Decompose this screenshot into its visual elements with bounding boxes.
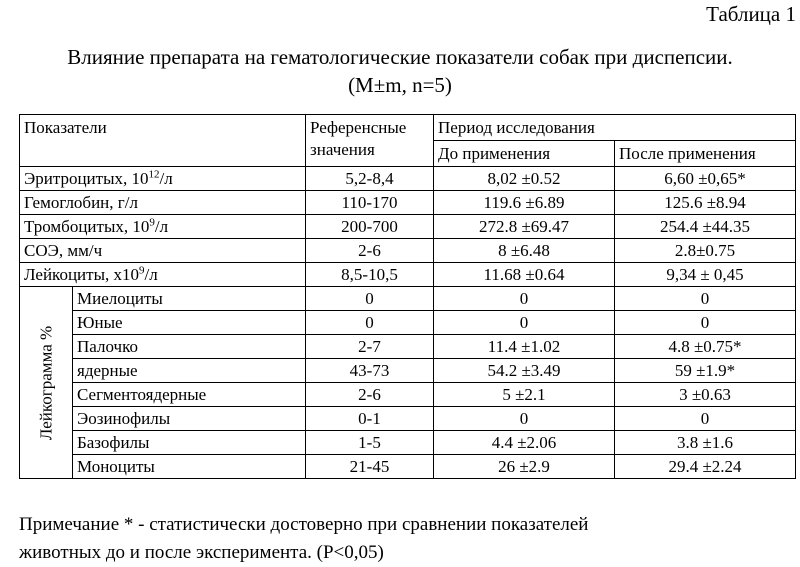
before-value: 11.4 ±1.02 xyxy=(434,335,615,359)
before-value: 11.68 ±0.64 xyxy=(434,263,615,287)
header-after: После применения xyxy=(615,141,796,167)
reference-value: 200-700 xyxy=(306,215,434,239)
reference-value: 5,2-8,4 xyxy=(306,167,434,191)
reference-value: 0 xyxy=(306,311,434,335)
table-row xyxy=(20,167,796,191)
indicator-unit: /л xyxy=(154,217,169,236)
footnote-line-2: животных до и после эксперимента. (P<0,05) xyxy=(19,542,384,563)
reference-value: 0 xyxy=(306,287,434,311)
before-value: 54.2 ±3.49 xyxy=(434,359,615,383)
after-value: 3 ±0.63 xyxy=(615,383,796,407)
before-value: 8 ±6.48 xyxy=(434,239,615,263)
indicator-name xyxy=(20,239,306,263)
indicator-label: Лейкоциты, х10 xyxy=(24,265,139,284)
after-value: 29.4 ±2.24 xyxy=(615,455,796,479)
indicator-label: Тромбоцитых, 10 xyxy=(24,217,150,236)
table-row xyxy=(20,239,796,263)
after-value: 9,34 ± 0,45 xyxy=(615,263,796,287)
after-value: 3.8 ±1.6 xyxy=(615,431,796,455)
table-row xyxy=(20,335,796,359)
after-value: 254.4 ±44.35 xyxy=(615,215,796,239)
indicator-name: Эозинофилы xyxy=(73,407,306,431)
indicator-exponent: 9 xyxy=(149,216,155,229)
header-before: До применения xyxy=(434,141,615,167)
indicator-label: СОЭ, мм/ч xyxy=(24,241,103,260)
reference-value: 1-5 xyxy=(306,431,434,455)
after-value: 0 xyxy=(615,407,796,431)
after-value: 6,60 ±0,65* xyxy=(615,167,796,191)
document-subtitle: (M±m, n=5) xyxy=(348,73,452,97)
after-value: 0 xyxy=(615,287,796,311)
reference-value: 21-45 xyxy=(306,455,434,479)
indicator-name: Моноциты xyxy=(73,455,306,479)
after-value: 4.8 ±0.75* xyxy=(615,335,796,359)
after-value: 125.6 ±8.94 xyxy=(615,191,796,215)
before-value: 5 ±2.1 xyxy=(434,383,615,407)
indicator-exponent: 12 xyxy=(148,168,160,181)
indicator-name xyxy=(20,263,306,287)
reference-value: 2-6 xyxy=(306,239,434,263)
reference-value: 2-7 xyxy=(306,335,434,359)
header-row-1 xyxy=(20,115,796,141)
before-value: 0 xyxy=(434,407,615,431)
reference-value: 43-73 xyxy=(306,359,434,383)
indicator-name: Сегментоядерные xyxy=(73,383,306,407)
indicator-name: ядерные xyxy=(73,359,306,383)
after-value: 59 ±1.9* xyxy=(615,359,796,383)
footnote xyxy=(19,511,795,567)
indicator-label: Эритроцитых, 10 xyxy=(24,169,149,188)
table-row xyxy=(20,455,796,479)
table-row xyxy=(20,311,796,335)
reference-value: 0-1 xyxy=(306,407,434,431)
before-value: 119.6 ±6.89 xyxy=(434,191,615,215)
table-row xyxy=(20,263,796,287)
table-row xyxy=(20,287,796,311)
indicator-name: Юные xyxy=(73,311,306,335)
indicator-name xyxy=(20,167,306,191)
before-value: 0 xyxy=(434,287,615,311)
before-value: 26 ±2.9 xyxy=(434,455,615,479)
indicator-unit: /л xyxy=(159,169,173,188)
after-value: 2.8±0.75 xyxy=(615,239,796,263)
table-row xyxy=(20,407,796,431)
indicator-exponent: 9 xyxy=(139,264,145,277)
header-period: Период исследования xyxy=(434,115,796,141)
document-title: Влияние препарата на гематологические показатели собак при диспепсии. xyxy=(67,45,733,69)
header-reference: Референсные значения xyxy=(306,115,434,167)
reference-value: 110-170 xyxy=(306,191,434,215)
indicator-name xyxy=(20,215,306,239)
indicator-name: Базофилы xyxy=(73,431,306,455)
hematology-table xyxy=(19,114,796,479)
table-row xyxy=(20,191,796,215)
footnote-line-1: Примечание * - статистически достоверно при сравнении показателей xyxy=(19,514,589,535)
table-number-label: Таблица 1 xyxy=(706,2,796,26)
indicator-label: Гемоглобин, г/л xyxy=(24,193,138,212)
table-row xyxy=(20,383,796,407)
reference-value: 8,5-10,5 xyxy=(306,263,434,287)
reference-value: 2-6 xyxy=(306,383,434,407)
indicator-name xyxy=(20,191,306,215)
table-row xyxy=(20,215,796,239)
before-value: 4.4 ±2.06 xyxy=(434,431,615,455)
table-row xyxy=(20,431,796,455)
indicator-name: Палочко xyxy=(73,335,306,359)
leukogram-label: Лейкограмма % xyxy=(36,325,56,440)
header-indicators: Показатели xyxy=(20,115,306,167)
leukogram-group-cell xyxy=(20,287,73,479)
indicator-name: Миелоциты xyxy=(73,287,306,311)
after-value: 0 xyxy=(615,311,796,335)
before-value: 8,02 ±0.52 xyxy=(434,167,615,191)
before-value: 0 xyxy=(434,311,615,335)
table-row xyxy=(20,359,796,383)
indicator-unit: /л xyxy=(144,265,158,284)
before-value: 272.8 ±69.47 xyxy=(434,215,615,239)
